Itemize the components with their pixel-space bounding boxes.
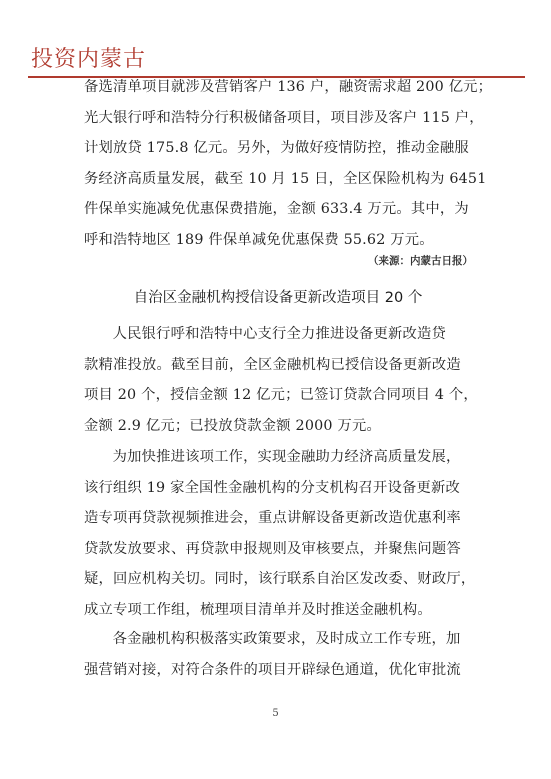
text-line: 务经济高质量发展，截至 10 月 15 日，全区保险机构为 6451 bbox=[84, 170, 487, 187]
text-line: 光大银行呼和浩特分行积极储备项目，项目涉及客户 115 户， bbox=[84, 109, 484, 126]
text-line: 计划放贷 175.8 亿元。另外，为做好疫情防控，推动金融服 bbox=[84, 140, 469, 156]
page-number: 5 bbox=[272, 708, 279, 719]
text-line: 呼和浩特地区 189 件保单减免优惠保费 55.62 万元。 bbox=[84, 231, 434, 248]
text-line: 贷款发放要求、再贷款申报规则及审核要点，并聚焦问题答 bbox=[84, 540, 461, 557]
text-line: 疑，回应机构关切。同时，该行联系自治区发改委、财政厅， bbox=[84, 571, 476, 587]
article-paragraph-3 bbox=[84, 624, 470, 685]
source-attribution: （来源：内蒙古日报） bbox=[368, 255, 473, 267]
text-line: 人民银行呼和浩特中心支行全力推进设备更新改造贷 bbox=[112, 326, 447, 342]
text-line: 为加快推进该项工作，实现金融助力经济高质量发展， bbox=[112, 449, 461, 465]
text-line: 成立专项工作组，梳理项目清单并及时推送金融机构。 bbox=[84, 601, 432, 618]
text-line: 款精准投放。截至目前，全区金融机构已授信设备更新改造 bbox=[84, 356, 461, 373]
article-title: 自治区金融机构授信设备更新改造项目 20 个 bbox=[133, 290, 423, 306]
text-line: 造专项再贷款视频推进会，重点讲解设备更新改造优惠利率 bbox=[84, 510, 461, 526]
text-line: 各金融机构积极落实政策要求，及时成立工作专班，加 bbox=[112, 631, 461, 647]
publication-brand: 投资内蒙古 bbox=[31, 47, 147, 72]
intro-paragraph bbox=[84, 72, 493, 255]
text-line: 备选清单项目就涉及营销客户 136 户，融资需求超 200 亿元； bbox=[84, 79, 493, 95]
text-line: 金额 2.9 亿元；已投放贷款金额 2000 万元。 bbox=[84, 417, 381, 434]
text-line: 强营销对接，对符合条件的项目开辟绿色通道，优化审批流 bbox=[84, 661, 461, 678]
article-paragraph-2 bbox=[84, 442, 476, 625]
article-paragraph-1 bbox=[84, 319, 478, 441]
text-line: 件保单实施减免优惠保费措施，金额 633.4 万元。其中，为 bbox=[84, 201, 469, 217]
text-line: 项目 20 个，授信金额 12 亿元；已签订贷款合同项目 4 个， bbox=[84, 387, 478, 403]
text-line: 该行组织 19 家全国性金融机构的分支机构召开设备更新改 bbox=[84, 479, 461, 496]
